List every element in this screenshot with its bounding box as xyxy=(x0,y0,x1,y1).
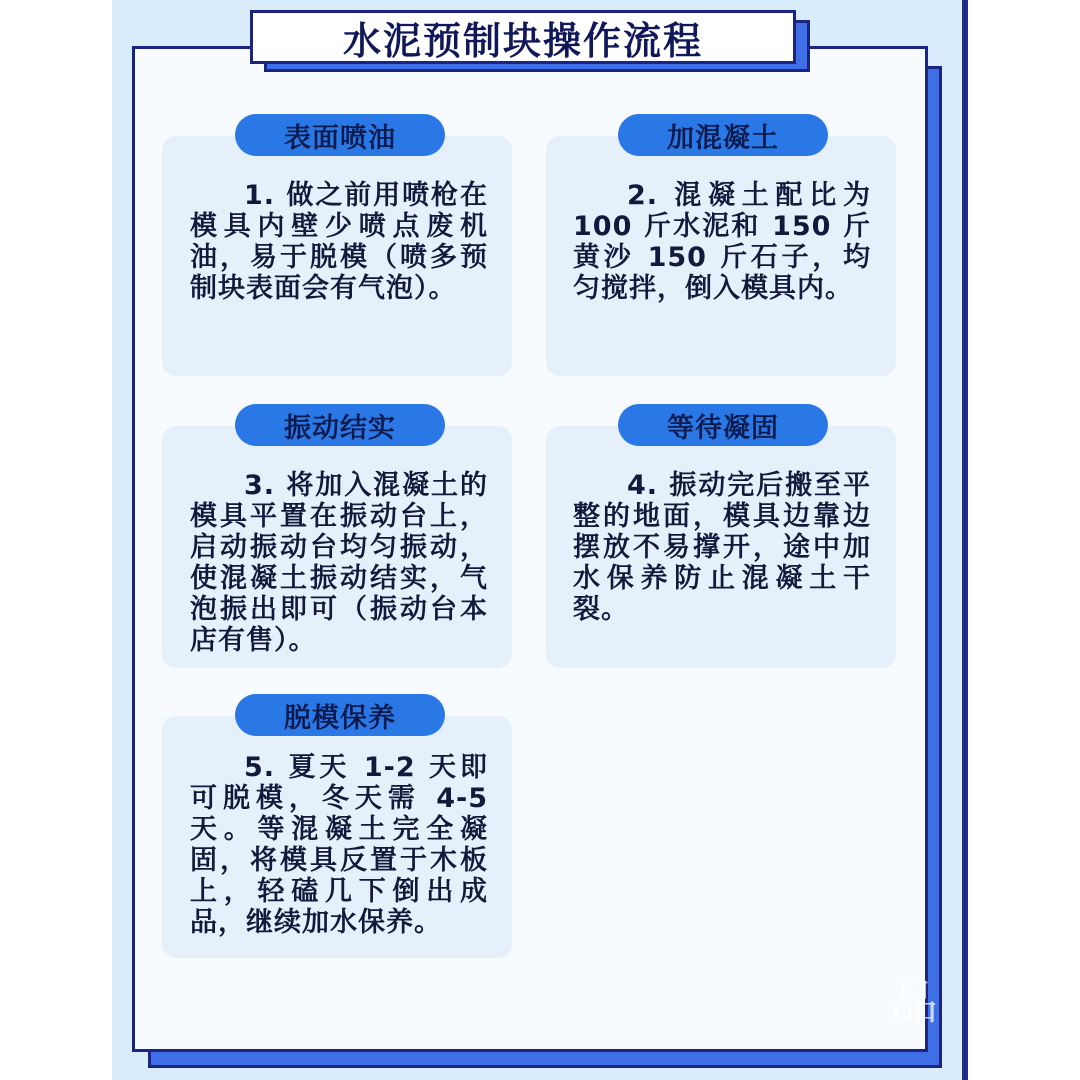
step-5-heading-pill xyxy=(235,694,445,736)
step-1-text: 1. 做之前用喷枪在模具内壁少喷点废机油，易于脱模（喷多预制块表面会有气泡）。 xyxy=(190,180,488,304)
step-3-text: 3. 将加入混凝土的模具平置在振动台上，启动振动台均匀振动，使混凝土振动结实，气泡振出即可（振动台本店有售）。 xyxy=(190,470,488,656)
step-4-text: 4. 振动完后搬至平整的地面，模具边靠边摆放不易撑开，途中加水保养防止混凝土干裂。 xyxy=(573,470,871,625)
step-4-heading-pill xyxy=(618,404,828,446)
step-2-heading: 加混凝土 xyxy=(667,122,779,154)
step-2-heading-pill xyxy=(618,114,828,156)
step-5-heading: 脱模保养 xyxy=(284,702,396,734)
title-box xyxy=(250,10,796,64)
page-title: 水泥预制块操作流程 xyxy=(342,18,703,63)
step-1-heading-pill xyxy=(235,114,445,156)
step-5-text: 5. 夏天 1-2 天即可脱模，冬天需 4-5 天。等混凝土完全凝固，将模具反置于木板上，轻磕几下倒出成品，继续加水保养。 xyxy=(190,752,488,938)
step-3-heading: 振动结实 xyxy=(284,412,396,444)
step-3-heading-pill xyxy=(235,404,445,446)
background-edge xyxy=(962,0,968,1080)
watermark-text: 品 xyxy=(890,975,939,1031)
step-2-text: 2. 混凝土配比为 100 斤水泥和 150 斤黄沙 150 斤石子，均匀搅拌，倒入模具内。 xyxy=(573,180,871,304)
step-1-heading: 表面喷油 xyxy=(284,122,396,154)
step-4-heading: 等待凝固 xyxy=(667,412,779,444)
